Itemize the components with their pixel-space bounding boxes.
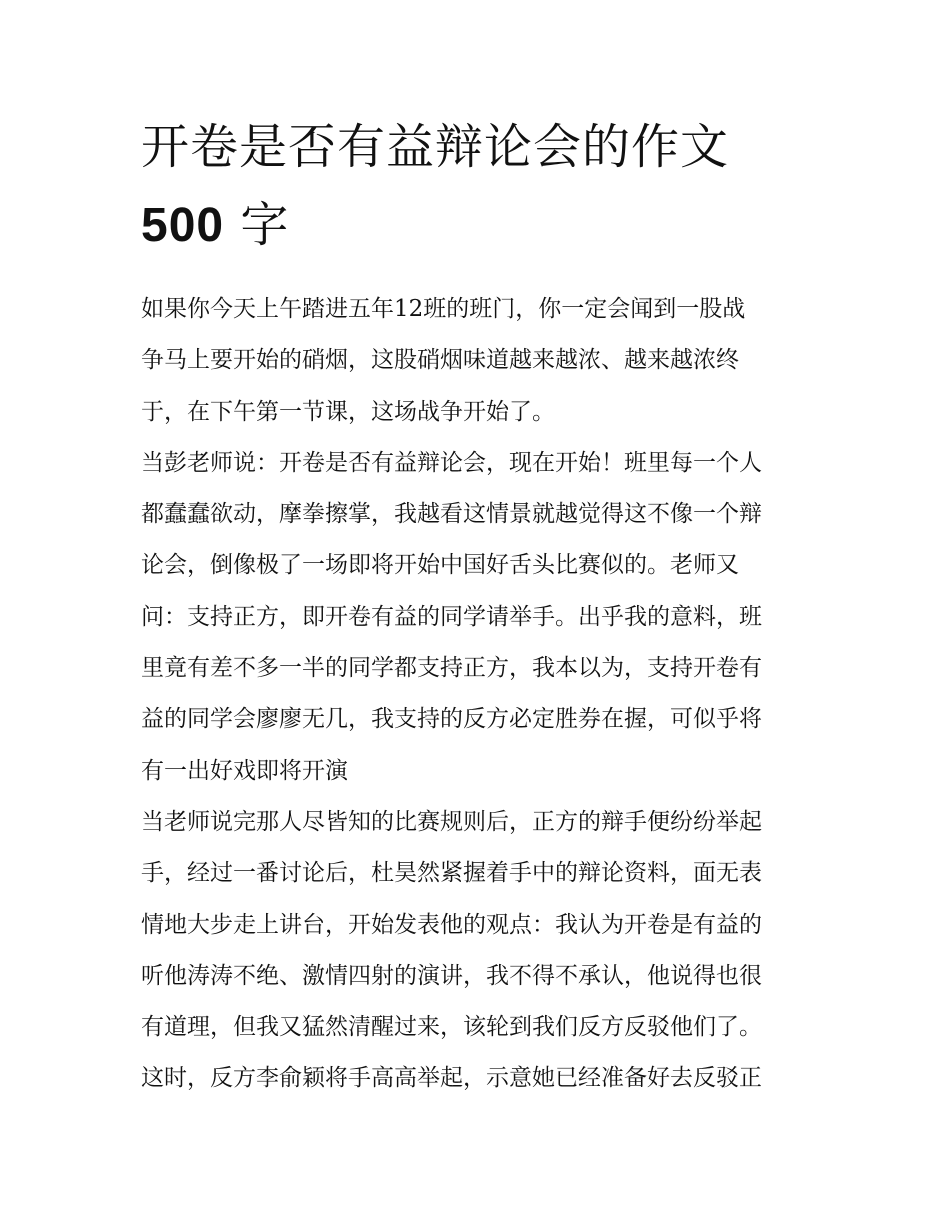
- paragraph-line: 当彭老师说：开卷是否有益辩论会，现在开始！班里每一个人: [141, 449, 762, 476]
- paragraph-line: 论会，倒像极了一场即将开始中国好舌头比赛似的。老师又: [141, 552, 739, 579]
- title-suffix: 字: [224, 197, 290, 253]
- paragraph-3: [141, 800, 813, 1108]
- paragraph-2: [141, 441, 813, 800]
- paragraph-line: 手，经过一番讨论后，杜昊然紧握着手中的辩论资料，面无表: [141, 860, 762, 887]
- paragraph-1: [141, 287, 813, 441]
- paragraph-line: 如果你今天上午踏进五年12班的班门，你一定会闻到一股战: [141, 296, 746, 322]
- document-page: [141, 108, 813, 1108]
- paragraph-line: 当老师说完那人尽皆知的比赛规则后，正方的辩手便纷纷举起: [141, 808, 762, 835]
- paragraph-line: 有一出好戏即将开演: [141, 757, 348, 784]
- paragraph-line: 听他涛涛不绝、激情四射的演讲，我不得不承认，他说得也很: [141, 962, 762, 989]
- paragraph-line: 问：支持正方，即开卷有益的同学请举手。出乎我的意料，班: [141, 603, 762, 630]
- paragraph-line: 都蠢蠢欲动，摩拳擦掌，我越看这情景就越觉得这不像一个辩: [141, 501, 762, 528]
- paragraph-line: 情地大步走上讲台，开始发表他的观点：我认为开卷是有益的: [141, 911, 762, 938]
- paragraph-line: 里竟有差不多一半的同学都支持正方，我本以为，支持开卷有: [141, 655, 762, 682]
- paragraph-line: 争马上要开始的硝烟，这股硝烟味道越来越浓、越来越浓终: [141, 347, 739, 374]
- title-line-2: [141, 186, 813, 265]
- document-title: [141, 108, 813, 265]
- title-number: 500: [141, 199, 225, 252]
- paragraph-line: 益的同学会廖廖无几，我支持的反方必定胜券在握，可似乎将: [141, 706, 762, 733]
- paragraph-line: 有道理，但我又猛然清醒过来，该轮到我们反方反驳他们了。: [141, 1014, 762, 1041]
- paragraph-line: 于，在下午第一节课，这场战争开始了。: [141, 398, 555, 425]
- title-line-1: 开卷是否有益辩论会的作文: [141, 119, 730, 175]
- paragraph-line: 这时，反方李俞颖将手高高举起，示意她已经准备好去反驳正: [141, 1065, 762, 1092]
- document-body: [141, 287, 813, 1108]
